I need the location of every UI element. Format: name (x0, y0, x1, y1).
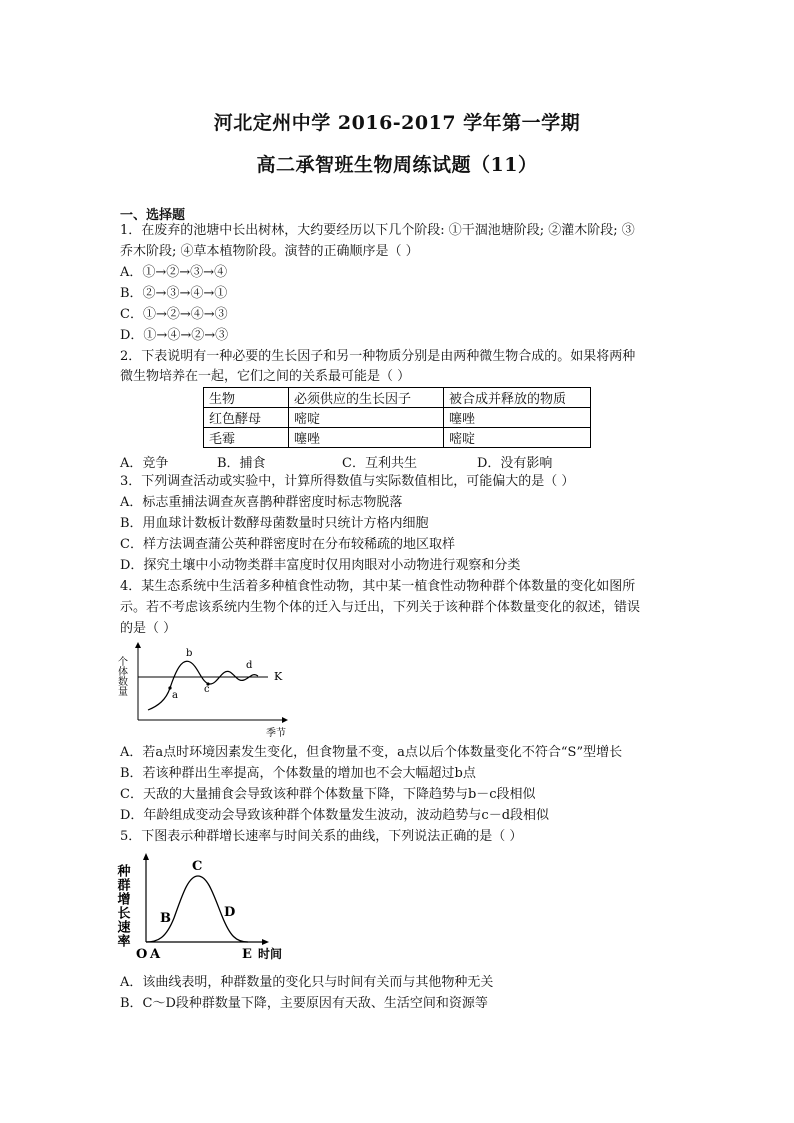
page-title: 河北定州中学 2016-2017 学年第一学期 (213, 112, 581, 134)
q4-label-c: c (204, 684, 210, 695)
q1-option-c: C．①→②→④→③ (120, 307, 228, 322)
q4-curve (148, 661, 258, 710)
q1-option-d: D．①→④→②→③ (120, 328, 229, 343)
q3-option-d: D．探究土壤中小动物类群丰富度时仅用肉眼对小动物进行观察和分类 (120, 558, 521, 573)
table-header-row (204, 388, 591, 408)
table-cell: 毛霉 (204, 428, 289, 448)
q1-stem-line1: 1．在废弃的池塘中长出树林，大约要经历以下几个阶段: ①干涸池塘阶段; ②灌木阶段; ③ (120, 223, 635, 238)
q5-option-a: A．该曲线表明，种群数量的变化只与时间有关而与其他物种无关 (120, 975, 494, 990)
q5-label-b: B (160, 911, 171, 926)
q4-stem-line2: 示。若不考虑该系统内生物个体的迁入与迁出，下列关于该种群个体数量变化的叙述，错误 (120, 600, 641, 615)
q2-option-a: A．竞争 (120, 456, 169, 471)
q5-x-arrow (262, 939, 269, 945)
q3-option-a: A．标志重捕法调查灰喜鹊种群密度时标志物脱落 (120, 495, 403, 510)
table-cell: 嘧啶 (444, 428, 591, 448)
q4-xlabel: 季节 (266, 728, 286, 739)
q1-stem-line2: 乔木阶段; ④草本植物阶段。演替的正确顺序是（ ） (120, 244, 419, 259)
table-header-cell: 生物 (204, 388, 289, 408)
table-header-cell: 必须供应的生长因子 (289, 388, 444, 408)
q1-option-b: B．②→③→④→① (120, 286, 228, 301)
q5-xlabel: 时间 (258, 947, 283, 961)
table-header-cell: 被合成并释放的物质 (444, 388, 591, 408)
q4-option-a: A．若a点时环境因素发生变化，但食物量不变，a点以后个体数量变化不符合“S”型增长 (120, 745, 623, 760)
q4-option-b: B．若该种群出生率提高，个体数量的增加也不会大幅超过b点 (120, 766, 476, 781)
table-row (204, 428, 591, 448)
q4-k-label: K (274, 670, 283, 683)
table-cell: 嘧啶 (289, 408, 444, 428)
q4-label-b: b (186, 648, 193, 659)
table-row (204, 408, 591, 428)
q4-x-arrow (282, 717, 288, 723)
q4-label-a: a (172, 690, 178, 701)
q5-label-a: A (150, 947, 161, 962)
q4-y-arrow (135, 642, 141, 648)
q5-label-e: E (242, 947, 252, 962)
table-cell: 噻唑 (444, 408, 591, 428)
q5-option-b: B．C～D段种群数量下降，主要原因有天敌、生活空间和资源等 (120, 996, 488, 1011)
q5-label-d: D (224, 905, 236, 920)
q5-origin-label: O (136, 947, 148, 962)
q4-ylabel: 个体数量 (115, 656, 127, 696)
q4-option-d: D．年龄组成变动会导致该种群个体数量发生波动，波动趋势与c－d段相似 (120, 808, 550, 823)
q3-stem: 3．下列调查活动或实验中，计算所得数值与实际数值相比，可能偏大的是（ ） (120, 474, 575, 489)
q5-ylabel: 种群增长速率 (114, 864, 130, 948)
q2-stem-line2: 微生物培养在一起，它们之间的关系最可能是（ ） (120, 369, 411, 384)
q2-options (120, 452, 720, 470)
q1-option-a: A．①→②→③→④ (120, 265, 228, 280)
q4-option-c: C．天敌的大量捕食会导致该种群个体数量下降，下降趋势与b－c段相似 (120, 787, 536, 802)
page-subtitle: 高二承智班生物周练试题（11） (256, 154, 538, 176)
section-heading: 一、选择题 (120, 208, 186, 223)
table-cell: 噻唑 (289, 428, 444, 448)
table-cell: 红色酵母 (204, 408, 289, 428)
q4-label-d: d (246, 660, 253, 671)
q5-growth-rate-figure (114, 850, 288, 970)
q5-stem: 5．下图表示种群增长速率与时间关系的曲线，下列说法正确的是（ ） (120, 829, 523, 844)
q3-option-b: B．用血球计数板计数酵母菌数量时只统计方格内细胞 (120, 516, 429, 531)
q5-y-arrow (143, 853, 149, 860)
q2-table (203, 387, 591, 448)
q4-stem-line1: 4．某生态系统中生活着多种植食性动物，其中某一植食性动物种群个体数量的变化如图所 (120, 579, 636, 594)
q4-population-figure (115, 640, 298, 740)
q4-stem-line3: 的是（ ） (120, 621, 177, 636)
q2-option-c: C．互利共生 (342, 456, 417, 471)
q2-option-d: D．没有影响 (477, 456, 553, 471)
q2-option-b: B．捕食 (217, 456, 266, 471)
q3-option-c: C．样方法调查蒲公英种群密度时在分布较稀疏的地区取样 (120, 537, 455, 552)
q2-stem-line1: 2．下表说明有一种必要的生长因子和另一种物质分别是由两种微生物合成的。如果将两种 (120, 349, 636, 364)
q5-label-c: C (192, 859, 203, 874)
